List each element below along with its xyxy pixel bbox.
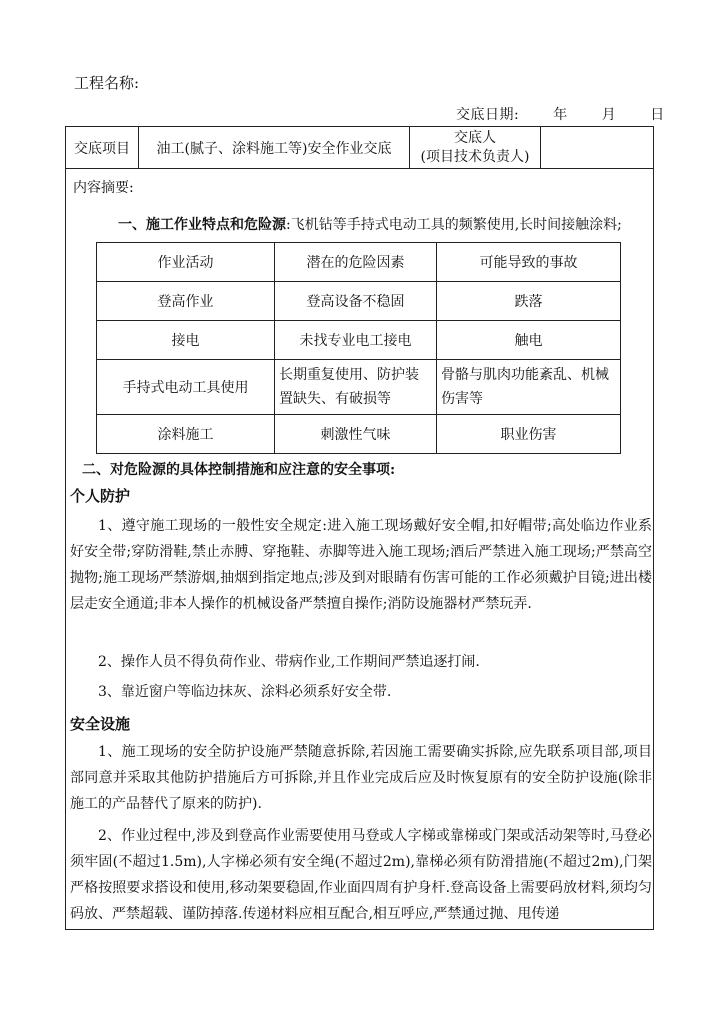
section1-heading: [118, 214, 622, 234]
form-header-row: [66, 127, 653, 169]
table-cell: 职业伤害: [437, 415, 621, 454]
table-cell: 手持式电动工具使用: [97, 360, 275, 415]
date-month: 月: [601, 107, 617, 123]
section1-text: :飞机钻等手持式电动工具的频繁使用,长时间接触涂料;: [286, 217, 622, 233]
table-row: [97, 360, 621, 415]
handover-form: [65, 126, 654, 930]
date-day: 日: [650, 107, 665, 123]
table-cell: 触电: [437, 321, 621, 360]
table-cell: 接电: [97, 321, 275, 360]
table-cell: 涂料施工: [97, 415, 275, 454]
hazard-col-accident: 可能导致的事故: [437, 243, 621, 282]
date-label: 交底日期:: [456, 107, 520, 123]
safety-item-2: 2、作业过程中,涉及到登高作业需要使用马登或人字梯或靠梯或门架或活动架等时,马登必须牢固(不超过1.5m),人字梯必须有安全绳(不超过2m),靠梯必须有防滑措施(不超过2m),门架严格按照要求搭设和使用,移动架要稳固,作业面四周有护身杆.登高设备上需要码放材料,须均匀码放、严禁超载、谨防掉落.传递材料应相互配合,相互呼应,严禁通过抛、甩传递: [70, 828, 652, 922]
table-cell: 登高作业: [97, 282, 275, 321]
person-label: 交底人: [454, 129, 496, 146]
hazard-col-activity: 作业活动: [97, 243, 275, 282]
project-name-label: 工程名称:: [74, 74, 140, 92]
table-cell: 骨骼与肌肉功能紊乱、机械伤害等: [437, 360, 621, 415]
person-cell: [410, 127, 540, 168]
table-cell: 刺激性气味: [275, 415, 437, 454]
personal-item-1: 1、遵守施工现场的一般性安全规定:进入施工现场戴好安全帽,扣好帽带;高处临边作业系好安全带;穿防滑鞋,禁止赤膊、穿拖鞋、赤脚等进入施工现场;酒后严禁进入施工现场;严禁高空抛物;施工现场严禁游烟,抽烟到指定地点;涉及到对眼睛有伤害可能的工作必须戴护目镜;进出楼层走安全通道;非本人操作的机械设备严禁擅自操作;消防设施器材严禁玩弄.: [70, 518, 652, 612]
table-cell: 未找专业电工接电: [275, 321, 437, 360]
section2-title: 二、对危险源的具体控制措施和应注意的安全事项:: [82, 462, 396, 478]
personal-protection-heading: 个人防护: [70, 487, 131, 505]
table-row: [97, 282, 621, 321]
hazard-table: [96, 242, 621, 454]
item-label: 交底项目: [74, 140, 130, 157]
hazard-col-factor: 潜在的危险因素: [275, 243, 437, 282]
safety-item-1: 1、施工现场的安全防护设施严禁随意拆除,若因施工需要确实拆除,应先联系项目部,项目部同意并采取其他防护措施后方可拆除,并且作业完成后应及时恢复原有的安全防护设施(除非施工的产品替代了原来的防护).: [70, 744, 652, 812]
personal-item-3: 3、靠近窗户等临边抹灰、涂料必须系好安全带.: [98, 684, 392, 700]
table-row: [97, 321, 621, 360]
date-year: 年: [553, 107, 568, 123]
personal-item-2: 2、操作人员不得负荷作业、带病作业,工作期间严禁追逐打闹.: [98, 654, 480, 670]
table-cell: 登高设备不稳固: [275, 282, 437, 321]
hazard-header-row: [97, 243, 621, 282]
safety-facilities-heading: 安全设施: [70, 715, 131, 733]
section1-title: 一、施工作业特点和危险源: [118, 217, 286, 233]
summary-label: 内容摘要:: [73, 180, 134, 196]
table-row: [97, 415, 621, 454]
table-cell: 长期重复使用、防护装置缺失、有破损等: [275, 360, 437, 415]
item-value: 油工(腻子、涂料施工等)安全作业交底: [156, 140, 392, 157]
table-cell: 跌落: [437, 282, 621, 321]
handover-date-line: [456, 104, 665, 124]
person-value: [541, 127, 654, 168]
person-sub: (项目技术负责人): [420, 148, 530, 165]
